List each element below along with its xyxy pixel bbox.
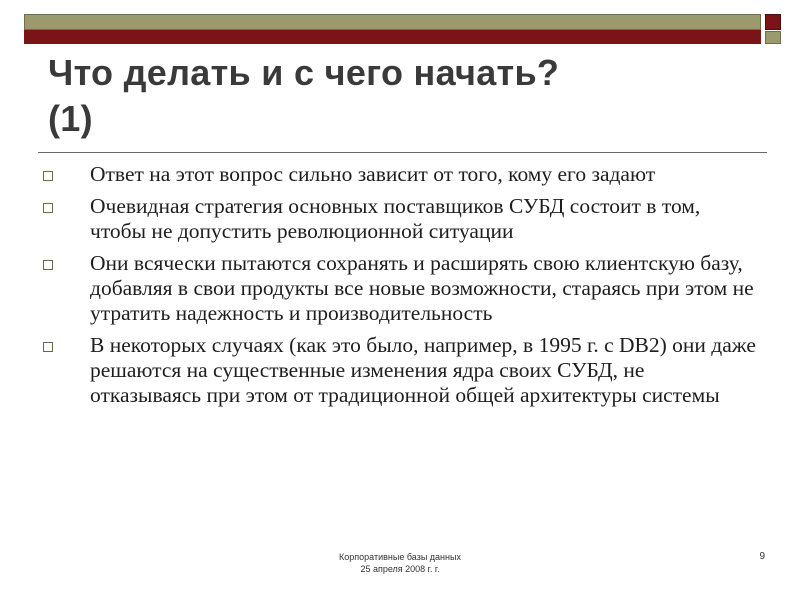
slide-title xyxy=(48,50,748,142)
footer-date: 25 апреля 2008 г. г. xyxy=(360,564,440,574)
square-bullet-icon xyxy=(43,260,53,270)
square-bullet-icon xyxy=(43,171,53,181)
page-number: 9 xyxy=(759,551,765,562)
bullet-list xyxy=(40,162,760,415)
header-band-maroon xyxy=(24,30,761,44)
bullet-text: Очевидная стратегия основных поставщиков СУБД состоит в том, чтобы не допустить революционной ситуации xyxy=(90,194,701,243)
bullet-item xyxy=(40,251,760,326)
header-band-olive xyxy=(24,14,761,30)
bullet-item xyxy=(40,162,760,187)
corner-square-olive xyxy=(765,31,781,44)
bullet-text: Ответ на этот вопрос сильно зависит от того, кому его задают xyxy=(90,162,656,186)
footer-course-title: Корпоративные базы данных xyxy=(339,552,461,562)
title-divider xyxy=(38,152,767,153)
square-bullet-icon xyxy=(43,342,53,352)
slide-title-line-2: (1) xyxy=(48,98,93,139)
square-bullet-icon xyxy=(43,203,53,213)
slide-title-line-1: Что делать и с чего начать? xyxy=(48,52,560,93)
corner-square-maroon xyxy=(765,14,781,30)
bullet-item xyxy=(40,194,760,244)
bullet-text: В некоторых случаях (как это было, например, в 1995 г. с DB2) они даже решаются на существенные изменения ядра своих СУБД, не отказываясь при этом от традиционной общей архитектуры системы xyxy=(90,333,756,407)
bullet-item xyxy=(40,333,760,408)
slide-footer xyxy=(250,551,550,575)
bullet-text: Они всячески пытаются сохранять и расширять свою клиентскую базу, добавляя в свои продукты все новые возможности, стараясь при этом не утратить надежность и производительность xyxy=(90,251,754,325)
